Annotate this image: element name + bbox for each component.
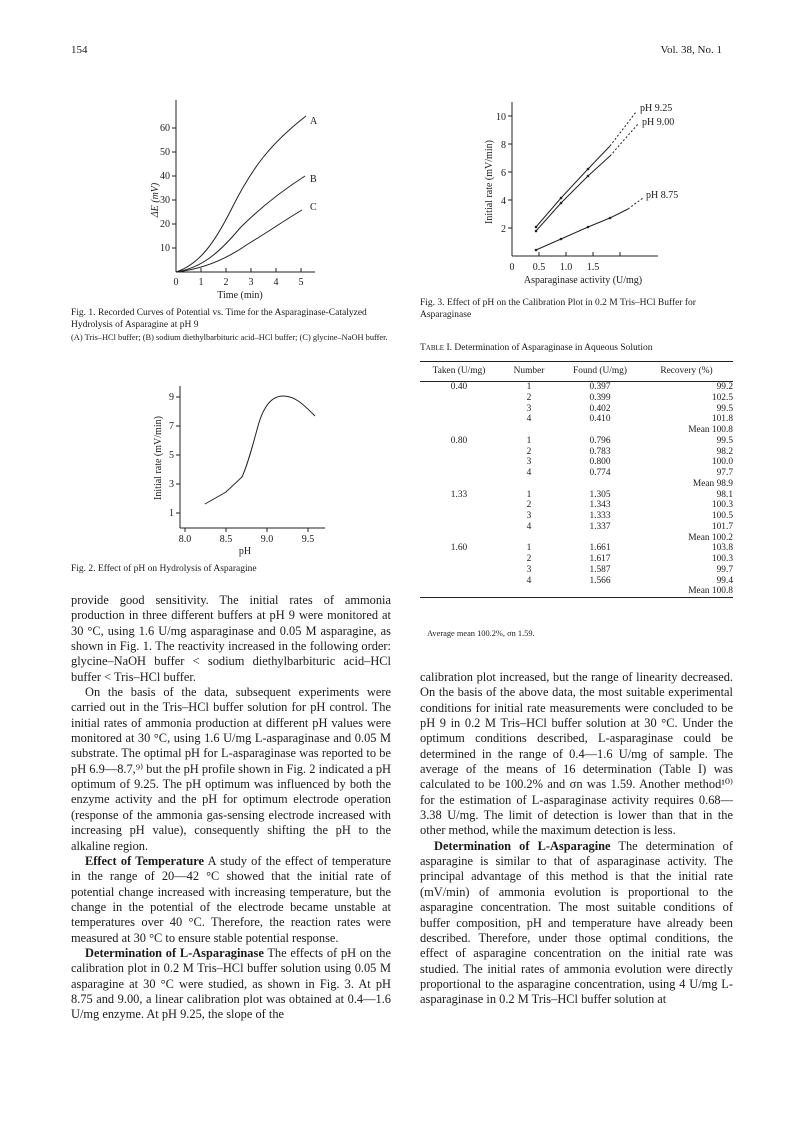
table-cell: 100.3 [711, 554, 733, 564]
fig1-caption-text: Recorded Curves of Potential vs. Time for the Asparaginase-Catalyzed Hydrolysis of Asparagine at pH 9 [71, 308, 367, 330]
fig2-caption-text: Effect of pH on Hydrolysis of Asparagine [97, 564, 257, 574]
table-row [420, 393, 733, 404]
table-cell: 0.40 [450, 382, 468, 392]
table-cell: 0.796 [589, 435, 611, 446]
table-cell: 98.1 [716, 489, 733, 500]
table-row [420, 479, 733, 490]
paragraph [420, 839, 733, 1008]
fig2-curve [205, 396, 315, 504]
table-cell: 99.2 [716, 382, 733, 392]
table-1-title-text: Determination of Asparaginase in Aqueous Solution [454, 343, 653, 353]
table-cell: 4 [526, 414, 532, 425]
table-cell: 100.3 [711, 500, 733, 511]
table-cell: 0.399 [589, 392, 611, 403]
table-cell [420, 511, 498, 522]
fig1-curve-c [176, 210, 302, 272]
fig3-xtick: 0.5 [532, 262, 546, 273]
table-cell [420, 565, 498, 576]
section-lead: Determination of L-Asparaginase [85, 945, 264, 960]
paragraph-text: A study of the effect of temperature in the range of 20—42 °C showed that the initial rate of potential change increased with increasing temperature, but the change in the potential of the electrode became unstable at temperatures over 40 °C. Therefore, the reaction rates were measured at 30 °C to ensure stable potential response. [71, 853, 391, 945]
table-cell: 101.7 [711, 521, 733, 532]
fig3-label-ph875: pH 8.75 [646, 190, 679, 201]
table-row [420, 457, 733, 468]
fig3-ytick: 6 [501, 168, 506, 179]
table-cell: 1.587 [589, 564, 611, 575]
table-cell: 100.0 [711, 457, 733, 468]
table-cell [560, 586, 640, 597]
table-cell: 3 [526, 403, 532, 414]
table-cell [420, 522, 498, 533]
table-cell: 0.397 [589, 382, 611, 392]
table-cell: 1.60 [450, 543, 468, 554]
table-cell [420, 468, 498, 479]
figure-2-chart [145, 380, 345, 558]
table-cell: Mean 100.2 [688, 532, 733, 543]
table-cell [498, 479, 560, 490]
table-cell [498, 425, 560, 436]
fig1-caption-number: Fig. 1. [71, 308, 96, 318]
table-row [420, 447, 733, 458]
table-cell: 99.5 [716, 435, 733, 446]
fig1-curve-label-a: A [310, 116, 318, 127]
table-row [420, 554, 733, 565]
fig2-ylabel: Initial rate (mV/min) [153, 416, 164, 500]
table-row [420, 425, 733, 436]
table-cell: 4 [526, 521, 532, 532]
fig1-ytick: 20 [160, 219, 170, 230]
fig2-ytick: 7 [169, 421, 174, 432]
paragraph: calibration plot increased, but the range of linearity decreased. On the basis of the above data, the most suitable experimental conditions for initial rate measurements were concluded to be pH 9 in 0.2 M Tris–HCl buffer solution at 30 °C. Under the optimum conditions described, L-asparaginase could be determined in the range of 0.4—1.6 U/mg of sample. The average of the means of 16 determination (Table I) was calculated to be 100.2% and σn was 1.59. Another method¹⁰⁾ for the estimation of L-asparaginase activity requires 0.68—3.38 U/mg. The limit of detection is lower than that in the other method, while the maximum detection is less. [420, 670, 733, 838]
table-cell: 0.410 [589, 414, 611, 425]
table-row [420, 533, 733, 544]
table-row [420, 576, 733, 587]
table-cell: 0.783 [589, 446, 611, 457]
right-column-text [420, 670, 733, 1008]
fig2-xtick: 8.5 [219, 534, 233, 545]
table-cell: 0.402 [589, 403, 611, 414]
table-row [420, 500, 733, 511]
table-cell: Mean 98.9 [692, 478, 733, 489]
table-cell: 1 [526, 435, 532, 446]
table-1-footnote: Average mean 100.2%, σn 1.59. [427, 629, 535, 638]
table-cell: Mean 100.8 [688, 425, 733, 435]
fig1-xtick: 3 [248, 277, 254, 288]
table-cell: 102.5 [711, 392, 733, 403]
table-cell [420, 533, 498, 544]
table-cell [420, 447, 498, 458]
paragraph: On the basis of the data, subsequent experiments were carried out in the Tris–HCl buffer solution for pH control. The initial rates of ammonia production at different pH values were monitored at 30 °C, using 1.6 U/mg L-asparaginase and 0.05 M substrate. The optimal pH for L-asparaginase was reported to be pH 6.9—8.7,⁹⁾ but the pH profile shown in Fig. 2 indicated a pH optimum of 9.25. The pH optimum was influenced by both the enzyme activity and the pH for optimum electrode operation (response of the ammonia gas-sensing electrode increased with increasing pH value), consequently shifting the pH to the alkaline region. [71, 685, 391, 853]
fig3-line-ph900 [536, 156, 610, 231]
table-cell: Mean 100.8 [688, 586, 733, 597]
fig1-xtick: 2 [223, 277, 229, 288]
table-cell [420, 393, 498, 404]
table-cell [420, 586, 498, 597]
fig2-ytick: 3 [169, 479, 174, 490]
fig2-xtick: 9.0 [260, 534, 274, 545]
table-cell: 1.305 [589, 489, 611, 500]
table-cell: 4 [526, 575, 532, 586]
fig3-ytick: 10 [496, 112, 506, 123]
table-row [420, 436, 733, 447]
figure-1-legend: (A) Tris–HCl buffer; (B) sodium diethylbarbituric acid–HCl buffer; (C) glycine–NaOH buffer. [71, 333, 388, 342]
table-cell: 1 [526, 382, 532, 392]
table-row [420, 414, 733, 425]
table-cell: 1.337 [589, 521, 611, 532]
paragraph [71, 854, 391, 946]
table-cell [420, 576, 498, 587]
fig1-ytick: 50 [160, 147, 170, 158]
table-cell: 0.774 [589, 468, 611, 478]
fig1-curve-b [176, 176, 305, 272]
paragraph-text: The effects of pH on the calibration plot in 0.2 M Tris–HCl buffer solution using 0.05 M asparagine at 30 °C were studied, as shown in Fig. 3. At pH 8.75 and 9.00, a linear calibration plot was obtained at 0.4—1.6 U/mg enzyme. At pH 9.25, the slope of the [71, 945, 391, 1022]
left-column-text [71, 593, 391, 1023]
table-header: Found (U/mg) [560, 362, 640, 382]
table-cell: 1.333 [589, 511, 611, 521]
fig1-ytick: 30 [160, 195, 170, 206]
fig2-xtick: 9.5 [301, 534, 315, 545]
table-cell: 4 [526, 468, 532, 478]
table-row [420, 404, 733, 415]
table-cell: 2 [526, 554, 532, 564]
table-cell: 2 [526, 392, 532, 403]
table-1-title [420, 343, 733, 355]
fig3-xlabel: Asparaginase activity (U/mg) [523, 275, 643, 286]
fig2-xtick: 8.0 [178, 534, 192, 545]
table-cell: 98.2 [716, 446, 733, 457]
table-cell [420, 457, 498, 468]
table-row [420, 490, 733, 501]
table-cell [560, 479, 640, 490]
figure-1-chart [140, 92, 380, 304]
table-cell: 1 [526, 489, 532, 500]
table-1 [420, 361, 733, 598]
fig1-ylabel: ΔE (mV) [150, 182, 161, 218]
fig1-ytick: 60 [160, 123, 170, 134]
table-cell: 1.566 [589, 575, 611, 586]
fig1-xtick: 0 [173, 277, 179, 288]
table-cell [498, 586, 560, 597]
table-cell [420, 500, 498, 511]
table-1-label: Table I. [420, 343, 452, 353]
table-row [420, 511, 733, 522]
fig3-line-ph925 [536, 146, 610, 227]
table-cell [560, 533, 640, 544]
table-cell: 3 [526, 511, 532, 521]
table-cell: 3 [526, 457, 532, 468]
fig3-caption-number: Fig. 3. [420, 298, 445, 308]
table-cell [420, 425, 498, 436]
section-lead: Effect of Temperature [85, 853, 205, 868]
table-cell: 100.5 [711, 511, 733, 521]
fig3-label-ph900: pH 9.00 [642, 117, 675, 128]
table-cell [420, 554, 498, 565]
table-cell: 101.8 [711, 414, 733, 425]
fig1-ytick: 10 [160, 243, 170, 254]
fig1-curve-label-b: B [310, 174, 317, 185]
table-cell: 1.343 [589, 500, 611, 511]
table-cell: 3 [526, 564, 532, 575]
figure-2-caption [71, 564, 391, 576]
journal-volume: Vol. 38, No. 1 [660, 44, 722, 56]
fig3-xtick: 1.5 [586, 262, 600, 273]
figure-3-caption [420, 298, 730, 321]
table-cell: 99.4 [716, 575, 733, 586]
figure-1-caption [71, 308, 391, 331]
fig1-xlabel: Time (min) [217, 290, 263, 301]
table-cell [420, 404, 498, 415]
fig2-xlabel: pH [238, 546, 252, 557]
table-row [420, 565, 733, 576]
table-row [420, 586, 733, 597]
page-number: 154 [71, 44, 88, 56]
table-cell [560, 425, 640, 436]
table-cell: 103.8 [711, 543, 733, 554]
fig3-ylabel: Initial rate (mV/min) [484, 140, 495, 224]
paragraph-text: The determination of asparagine is similar to that of asparaginase activity. The principal advantage of this method is that the initial rate (mV/min) of ammonia evolution is proportional to the asparagine concentration. The most suitable conditions of buffer composition, pH and temperature have already been described. Therefore, under those optimal conditions, the effect of asparagine concentration on the initial rate was studied. The initial rates of ammonia evolution were directly proportional to the asparagine concentration, using 4 U/mg L-asparaginase in 0.2 M Tris–HCl buffer solution at [420, 838, 733, 1007]
fig3-ytick: 8 [501, 140, 506, 151]
table-cell: 2 [526, 446, 532, 457]
fig2-ytick: 1 [169, 508, 174, 519]
table-cell: 0.800 [589, 457, 611, 468]
table-cell: 99.5 [716, 403, 733, 414]
fig3-ytick: 4 [501, 196, 506, 207]
fig1-ytick: 40 [160, 171, 170, 182]
section-lead: Determination of L-Asparagine [434, 838, 611, 853]
table-row [420, 543, 733, 554]
fig2-ytick: 9 [169, 392, 174, 403]
table-row [420, 522, 733, 533]
fig3-xtick: 0 [509, 262, 515, 273]
table-cell [498, 533, 560, 544]
figure-3-chart [478, 98, 708, 290]
table-1-body [420, 382, 733, 598]
fig3-label-ph925: pH 9.25 [640, 103, 673, 114]
fig1-xtick: 5 [298, 277, 304, 288]
fig2-ytick: 5 [169, 450, 174, 461]
table-header: Taken (U/mg) [420, 362, 498, 382]
paragraph [71, 946, 391, 1023]
table-row [420, 382, 733, 393]
table-cell: 0.80 [450, 435, 468, 446]
paragraph: provide good sensitivity. The initial rates of ammonia production in three different buffers at pH 9 were monitored at 30 °C, using 1.6 U/mg asparaginase and 0.05 M asparagine, as shown in Fig. 1. The reactivity increased in the following order: glycine–NaOH buffer < sodium diethylbarbituric acid–HCl buffer < Tris–HCl buffer. [71, 593, 391, 684]
table-cell [420, 414, 498, 425]
table-row [420, 468, 733, 479]
table-cell: 1.33 [450, 489, 468, 500]
table-cell [420, 479, 498, 490]
table-cell: 97.7 [716, 468, 733, 478]
fig1-xtick: 4 [273, 277, 279, 288]
table-cell: 1.617 [589, 554, 611, 564]
table-header: Number [498, 362, 560, 382]
table-cell: 1 [526, 543, 532, 554]
fig3-ytick: 2 [501, 224, 506, 235]
table-cell: 2 [526, 500, 532, 511]
fig1-curve-label-c: C [310, 202, 317, 213]
fig1-xtick: 1 [198, 277, 204, 288]
table-header: Recovery (%) [640, 362, 733, 382]
fig3-caption-text: Effect of pH on the Calibration Plot in 0.2 M Tris–HCl Buffer for Asparaginase [420, 298, 696, 320]
fig2-caption-number: Fig. 2. [71, 564, 96, 574]
table-cell: 1.661 [589, 543, 611, 554]
table-cell: 99.7 [716, 564, 733, 575]
fig3-xtick: 1.0 [559, 262, 573, 273]
